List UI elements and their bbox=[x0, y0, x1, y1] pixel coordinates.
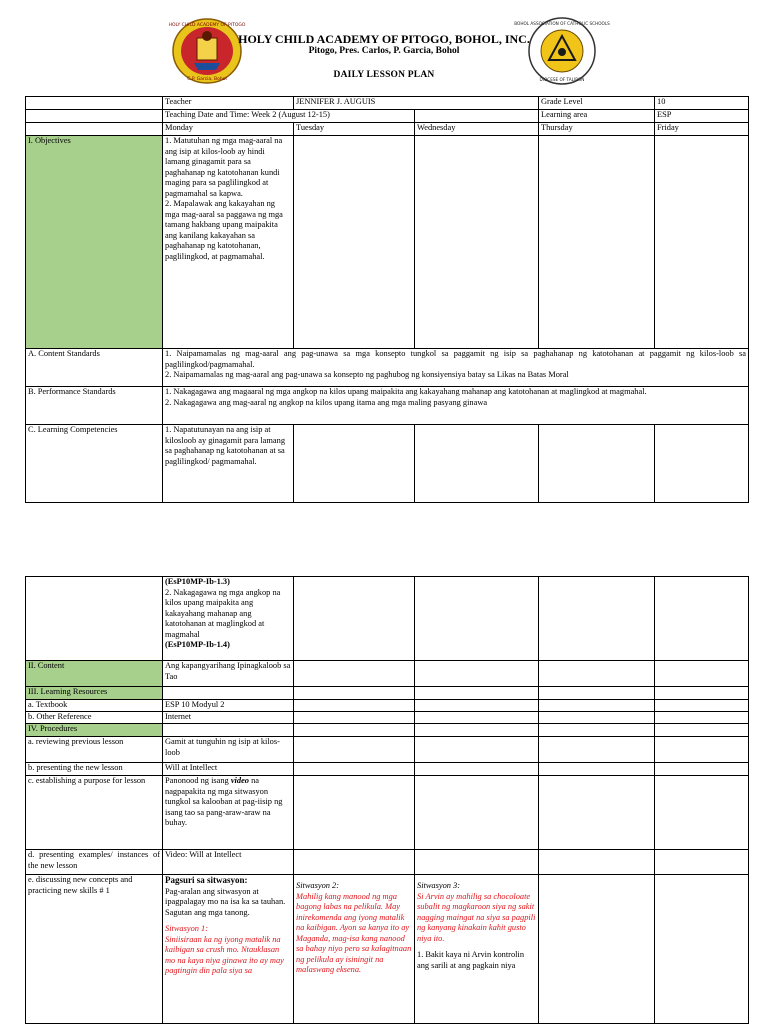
association-seal-icon bbox=[514, 16, 610, 86]
discussing-wednesday bbox=[415, 875, 539, 1024]
table-row bbox=[26, 724, 749, 737]
discussing-tuesday bbox=[294, 875, 415, 1024]
teaching-date: Teaching Date and Time: Week 2 (August 12-15) bbox=[163, 110, 415, 123]
pagsuri-title: Pagsuri sa sitwasyon: bbox=[165, 875, 248, 885]
table-row bbox=[26, 349, 749, 387]
purpose-label: c. establishing a purpose for lesson bbox=[26, 776, 163, 850]
learning-area-value: ESP bbox=[655, 110, 749, 123]
table-row bbox=[26, 661, 749, 687]
sitwasyon-3-question: 1. Bakit kaya ni Arvin kontrolin ang sarili at ang bbox=[417, 950, 525, 970]
purpose-value bbox=[163, 776, 294, 850]
content-value: Ang kapangyarihang Ipinagkaloob sa Tao bbox=[163, 661, 294, 687]
objectives-label: I. Objectives bbox=[26, 136, 163, 349]
sitwasyon-2-title: Sitwasyon 2: bbox=[296, 881, 340, 890]
day-monday: Monday bbox=[163, 123, 294, 136]
teacher-label: Teacher bbox=[163, 97, 294, 110]
table-row bbox=[26, 97, 749, 110]
table-row bbox=[26, 387, 749, 425]
left-seal-text: HOLY CHILD ACADEMY OF PITOGO bbox=[168, 23, 246, 28]
examples-value: Video: Will at Intellect bbox=[163, 850, 294, 875]
day-thursday: Thursday bbox=[539, 123, 655, 136]
procedures-label: IV. Procedures bbox=[26, 724, 163, 737]
table-row bbox=[26, 687, 749, 700]
content-standard-1: 1. Naipamamalas ng mag-aaral ang pag-unawa sa mga konsepto tungkol sa paggamit ng isip sa paghahanap ng katotohanan at paggamit ng kilos-loob sa paglilingkod/pagmamahal. bbox=[165, 349, 746, 369]
page-header bbox=[0, 0, 768, 95]
table-row bbox=[26, 700, 749, 712]
performance-standards-text bbox=[163, 387, 749, 425]
discussing-monday bbox=[163, 875, 294, 1024]
table-row bbox=[26, 850, 749, 875]
document-title: DAILY LESSON PLAN bbox=[333, 70, 435, 80]
day-wednesday: Wednesday bbox=[415, 123, 539, 136]
performance-standards-label: B. Performance Standards bbox=[26, 387, 163, 425]
table-row bbox=[26, 577, 749, 661]
presenting-value: Will at Intellect bbox=[163, 763, 294, 776]
purpose-emphasis: video bbox=[230, 776, 249, 785]
sitwasyon-3-question-cont: pagkain niya bbox=[472, 960, 516, 970]
discussing-label: e. discussing new concepts and practicing new skills # 1 bbox=[26, 875, 163, 1024]
table-row bbox=[26, 763, 749, 776]
grade-value: 10 bbox=[655, 97, 749, 110]
learning-competencies-monday: 1. Napatutunayan na ang isip at kilosloob ay ginagamit para lamang sa paghahanap ng katotohanan at sa paglilingkod/ pagmamahal. bbox=[163, 425, 294, 503]
competency-code-1: (EsP10MP-Ib-1.3) bbox=[165, 577, 230, 586]
table-row bbox=[26, 425, 749, 503]
presenting-label: b. presenting the new lesson bbox=[26, 763, 163, 776]
day-friday: Friday bbox=[655, 123, 749, 136]
purpose-prefix: Panonood ng isang bbox=[165, 776, 231, 785]
content-standards-label: A. Content Standards bbox=[26, 349, 163, 387]
sitwasyon-1-title: Sitwasyon 1: bbox=[165, 924, 209, 933]
purpose-rest: na nagpapakita ng mga sitwasyon tungkol sa kalooban at pag-iisip ng isang tao sa pang-araw-araw na buhay. bbox=[165, 776, 283, 827]
objectives-monday bbox=[163, 136, 294, 349]
sitwasyon-3-text: Si Arvin ay mahilig sa chocoloate subalit ng magkaroon siya ng sakit nagging maingat na siya sa pagpili ng kanyang kinakain kahit gusto niya ito. bbox=[417, 891, 536, 943]
sitwasyon-3-title: Sitwasyon 3: bbox=[417, 881, 461, 890]
lesson-plan-table-page-2 bbox=[25, 576, 749, 1024]
textbook-value: ESP 10 Modyul 2 bbox=[163, 700, 294, 712]
school-name: HOLY CHILD ACADEMY OF PITOGO, BOHOL, INC. bbox=[238, 32, 530, 46]
school-address: Pitogo, Pres. Carlos, P. Garcia, Bohol bbox=[308, 46, 460, 56]
sitwasyon-2-text: Mahilig kang manood ng mga bagong labas na pelikula. May inirekomenda ang iyong matalik na kaibigan. Ayon sa kanya ito ay Maganda, mag-isa kang nanood sa bahay niyo pero sa kalagitnaan ng pelikula ay isiningit na malaswang eksena. bbox=[296, 891, 412, 974]
lesson-plan-table-page-1 bbox=[25, 96, 749, 503]
learning-competencies-label: C. Learning Competencies bbox=[26, 425, 163, 503]
pagsuri-text: Pag-aralan ang sitwasyon at ipagpalagay mo na isa ka sa tauhan. Sagutan ang mga tanong. bbox=[165, 886, 286, 917]
table-row bbox=[26, 110, 749, 123]
objective-2: 2. Mapalawak ang kakayahan ng mga mag-aaral sa paggawa ng mga tamang hakbang upang maipakita ang kanilang kakayahan sa paghahanap ng katotohanan, paglilingkod, at pagmamahal. bbox=[165, 199, 283, 261]
learning-area-label: Learning area bbox=[539, 110, 655, 123]
left-seal-bottom: C.P. Garcia, Bohol bbox=[187, 77, 227, 82]
competency-2: 2. Nakagagawa ng mga angkop na kilos upang maipakita ang kakayahang mahanap ang katotohanan at maglingkod at magmahal bbox=[165, 587, 281, 639]
right-seal-bottom: DIOCESE OF TALIBON bbox=[539, 77, 585, 82]
sitwasyon-1-text: Siniisiraan ka ng iyong matalik na kaibigan sa crush mo. Ntauklasan mo na kaya niya ginawa ito ay may pagtingin din pala siya sa bbox=[165, 934, 284, 975]
table-row bbox=[26, 712, 749, 724]
performance-standard-1: 1. Nakagagawa ang magaaral ng mga angkop na kilos upang maipakita ang kakayahang mahanap ang katotohanan at maglingkod at magmahal. bbox=[165, 387, 647, 396]
reviewing-label: a. reviewing previous lesson bbox=[26, 737, 163, 763]
competencies-continued bbox=[163, 577, 294, 661]
table-row bbox=[26, 123, 749, 136]
grade-label: Grade Level bbox=[539, 97, 655, 110]
right-seal-text: BOHOL ASSOCIATION OF CATHOLIC SCHOOLS bbox=[514, 21, 610, 26]
table-row bbox=[26, 875, 749, 1024]
other-reference-label: b. Other Reference bbox=[26, 712, 163, 724]
performance-standard-2: 2. Nakagagawa ang mag-aaral ng angkop na kilos upang itama ang mga maling pasyang ginawa bbox=[165, 397, 488, 407]
competency-code-2: (EsP10MP-Ib-1.4) bbox=[165, 640, 230, 649]
other-reference-value: Internet bbox=[163, 712, 294, 724]
learning-resources-label: III. Learning Resources bbox=[26, 687, 163, 700]
content-standards-text bbox=[163, 349, 749, 387]
examples-label: d. presenting examples/ instances of the new lesson bbox=[26, 850, 163, 875]
day-tuesday: Tuesday bbox=[294, 123, 415, 136]
reviewing-value: Gamit at tunguhin ng isip at kilos-loob bbox=[163, 737, 294, 763]
table-row bbox=[26, 776, 749, 850]
objective-1: 1. Matutuhan ng mga mag-aaral na ang isip at kilos-loob ay hindi lamang ginagamit para sa paghahanap ng katotohanan kundi maging para sa paglilingkod at pagmamahal sa kapwa. bbox=[165, 136, 283, 198]
table-row bbox=[26, 136, 749, 349]
content-standard-2: 2. Naipamamalas ng mag-aaral ang pag-unawa sa konsepto ng paghubog ng konsiyensiya batay sa Likas na Batas Moral bbox=[165, 370, 569, 379]
content-label: II. Content bbox=[26, 661, 163, 687]
table-row bbox=[26, 737, 749, 763]
textbook-label: a. Textbook bbox=[26, 700, 163, 712]
teacher-value: JENNIFER J. AUGUIS bbox=[294, 97, 539, 110]
